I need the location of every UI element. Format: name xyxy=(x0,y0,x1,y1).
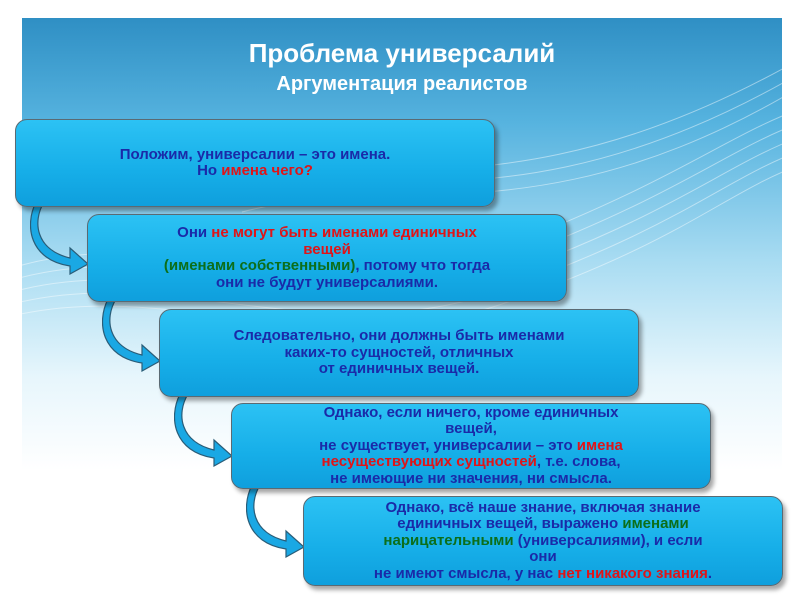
step-box-3 xyxy=(159,309,639,397)
box-text-line xyxy=(324,405,619,422)
box-text-line xyxy=(397,516,688,533)
text-segment: именами xyxy=(622,515,689,533)
text-segment: , т.е. слова, xyxy=(536,453,621,471)
text-segment: имена чего? xyxy=(221,162,313,179)
text-segment: Следовательно, они должны быть именами xyxy=(233,327,565,345)
text-segment: вещей, xyxy=(445,420,497,438)
box-text-line xyxy=(445,421,497,438)
text-segment: Положим, универсалии – это имена. xyxy=(119,145,391,163)
text-segment: не имеющие ни значения, ни смысла. xyxy=(330,469,612,487)
box-text-line xyxy=(234,328,565,345)
text-segment: не могут быть именами единичных xyxy=(211,224,477,241)
text-segment: нет никакого знания xyxy=(557,564,708,582)
text-segment: нарицательными xyxy=(383,531,514,549)
text-segment: имена xyxy=(576,436,623,454)
text-segment: . xyxy=(707,564,713,582)
box-text-line xyxy=(177,225,477,242)
curved-arrow-icon xyxy=(30,200,90,275)
box-text-line xyxy=(319,361,480,378)
text-segment: Однако, всё наше знание, включая знание xyxy=(385,498,701,516)
slide-subtitle: Аргументация реалистов xyxy=(276,73,528,95)
text-segment: они xyxy=(529,548,557,566)
box-text-line xyxy=(385,500,700,517)
box-text-line xyxy=(529,549,556,566)
step-box-2 xyxy=(87,214,567,302)
box-text-line xyxy=(383,533,702,550)
step-box-1 xyxy=(15,119,495,207)
text-segment: несуществующих сущностей xyxy=(321,453,537,471)
box-text-line xyxy=(197,163,313,180)
text-segment: Они xyxy=(177,224,212,241)
text-segment: (именами собственными) xyxy=(163,257,356,274)
text-segment: единичных вещей, выражено xyxy=(397,515,623,533)
box-text-line xyxy=(322,454,621,471)
step-box-5 xyxy=(303,496,783,586)
box-text-line xyxy=(120,147,391,164)
text-segment: они не будут универсалиями. xyxy=(216,273,438,291)
box-text-line xyxy=(319,438,623,455)
curved-arrow-icon xyxy=(246,483,306,558)
box-text-line xyxy=(374,566,712,583)
curved-arrow-icon xyxy=(102,297,162,372)
text-segment: , потому что тогда xyxy=(355,257,491,274)
title-block xyxy=(22,36,782,98)
text-segment: (универсалиями), и если xyxy=(513,531,703,549)
curved-arrow-icon xyxy=(174,392,234,467)
box-text-line xyxy=(216,275,438,292)
text-segment: от единичных вещей. xyxy=(318,360,480,378)
text-segment: не имеют смысла, у нас xyxy=(373,564,558,582)
slide-title: Проблема универсалий xyxy=(248,38,556,68)
text-segment: Однако, если ничего, кроме единичных xyxy=(323,403,619,421)
text-segment: каких-то сущностей, отличных xyxy=(284,343,514,361)
step-box-4 xyxy=(231,403,711,489)
text-segment: не существует, универсалии – это xyxy=(319,436,577,454)
text-segment: вещей xyxy=(303,240,351,258)
box-text-line xyxy=(330,471,612,488)
text-segment: Но xyxy=(197,162,222,179)
box-text-line xyxy=(303,242,351,259)
box-text-line xyxy=(285,345,514,362)
box-text-line xyxy=(164,258,490,275)
